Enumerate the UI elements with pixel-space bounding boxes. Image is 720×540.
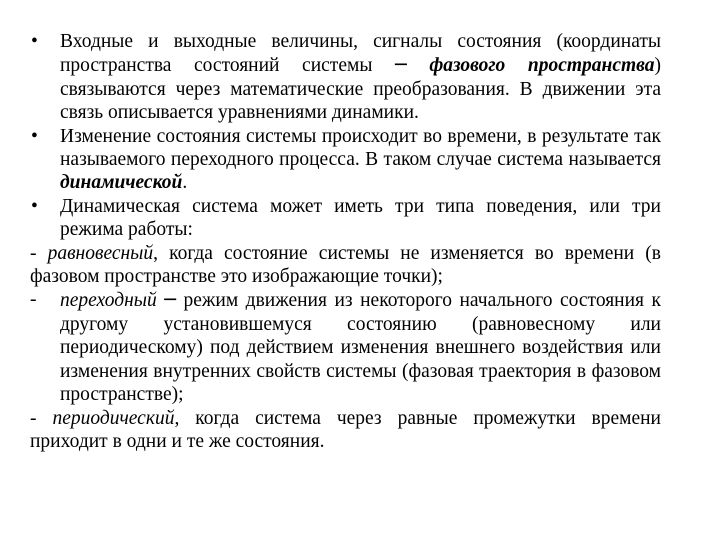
bullet-text: Динамическая система может иметь три типа поведения, или три режима работы: bbox=[60, 195, 661, 241]
bullet-state-coordinates bbox=[30, 30, 661, 125]
term-dynamic: динамической bbox=[60, 172, 183, 194]
mode-periodic bbox=[30, 407, 661, 454]
term-transient: переходный bbox=[60, 290, 157, 312]
bullet-text: Входные и выходные величины, сигналы состояния (координаты пространства состояний системы bbox=[60, 31, 661, 77]
slide-body bbox=[30, 30, 661, 453]
mode-equilibrium bbox=[30, 242, 661, 289]
bullet-text: Изменение состояния системы происходит во времени, в результате так называемого переходного процесса. В таком случае система называется bbox=[60, 125, 661, 171]
term-periodic: периодический bbox=[52, 407, 175, 429]
mode-text: режим движения из некоторого начального состояния к другому установившемуся состоянию (равновесному или периодическому) под действием изменения внешнего воздействия или изменения внутренних свойств системы (фазовая траектория в фазовом пространстве); bbox=[60, 290, 661, 406]
dash-prefix: - bbox=[30, 407, 53, 429]
bullet-state-change bbox=[30, 125, 661, 195]
bullet-icon: • bbox=[31, 195, 38, 217]
bullet-three-modes bbox=[30, 195, 661, 242]
bullet-icon: • bbox=[31, 31, 38, 52]
bullet-text-cont: . bbox=[182, 172, 188, 194]
term-equilibrium: равновесный bbox=[47, 242, 154, 264]
em-dash: ─ bbox=[395, 53, 407, 77]
mode-text: , когда система через равные промежутки времени приходит в одни и те же состояния. bbox=[30, 407, 661, 452]
dash-prefix: - bbox=[30, 289, 37, 311]
term-phase-space: фазового пространства bbox=[406, 55, 655, 77]
mode-transient bbox=[30, 288, 661, 406]
bullet-text-cont: ) связываются через математические преобразования. В движении эта связь описывается уравнениями динамики. bbox=[60, 55, 661, 124]
mode-text: , когда состояние системы не изменяется во времени (в фазовом пространстве это изображающие точки); bbox=[30, 242, 662, 288]
bullet-icon: • bbox=[31, 125, 38, 147]
dash-prefix: - bbox=[30, 242, 48, 264]
em-dash: ─ bbox=[164, 288, 176, 312]
